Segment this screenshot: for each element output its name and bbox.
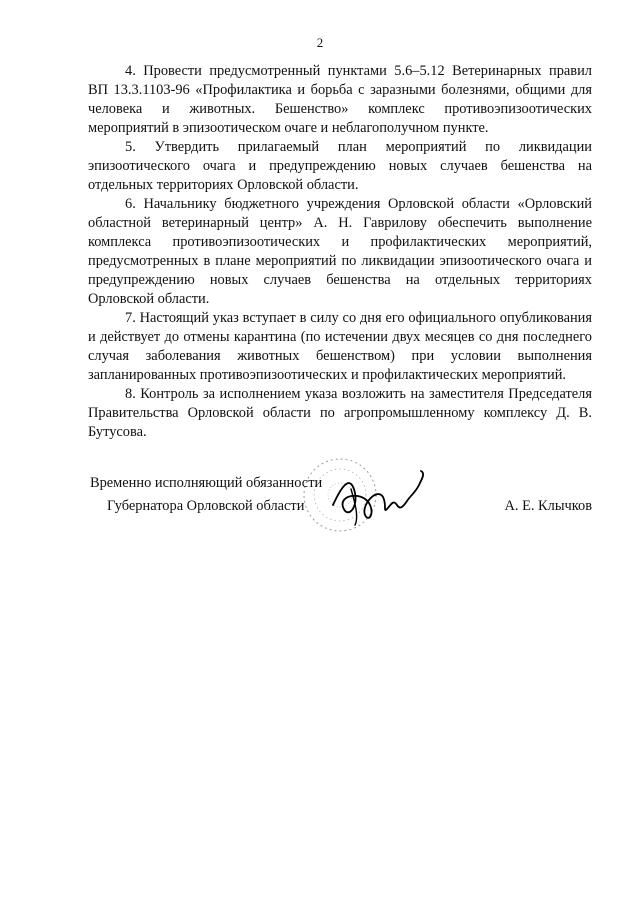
paragraph-6: 6. Начальнику бюджетного учреждения Орловской области «Орловский областной ветеринарный центр» А. Н. Гаврилову обеспечить выполнение комплекса противоэпизоотических и профилактических мероприятий, предусмотренных в плане мероприятий по ликвидации эпизоотического очага и предупреждению новых случаев бешенства на отдельных территориях Орловской области. (88, 196, 592, 307)
paragraph-4: 4. Провести предусмотренный пунктами 5.6–5.12 Ветеринарных правил ВП 13.3.1103-96 «Профилактика и борьба с заразными болезнями, общими для человека и животных. Бешенство» комплекс противоэпизоотических мероприятий в эпизоотическом очаге и неблагополучном пункте. (88, 63, 592, 136)
page-number: 2 (316, 35, 324, 50)
signer-name: А. Е. Клычков (504, 498, 592, 514)
paragraph-8: 8. Контроль за исполнением указа возложить на заместителя Председателя Правительства Орловской области по агропромышленному комплексу Д. В. Бутусова. (88, 386, 592, 440)
signature-block (0, 475, 640, 545)
handwritten-signature (325, 463, 435, 533)
signer-title-line1: Временно исполняющий обязанности (90, 475, 323, 491)
paragraph-7: 7. Настоящий указ вступает в силу со дня его официального опубликования и действует до отмены карантина (по истечении двух месяцев со дня последнего случая заболевания животных бешенством) при условии выполнения запланированных противоэпизоотических и профилактических мероприятий. (88, 310, 592, 383)
paragraph-5: 5. Утвердить прилагаемый план мероприятий по ликвидации эпизоотического очага и предупреждению новых случаев бешенства на отдельных территориях Орловской области. (88, 139, 592, 193)
signer-title-line2: Губернатора Орловской области (107, 498, 305, 514)
document-body (88, 62, 592, 442)
